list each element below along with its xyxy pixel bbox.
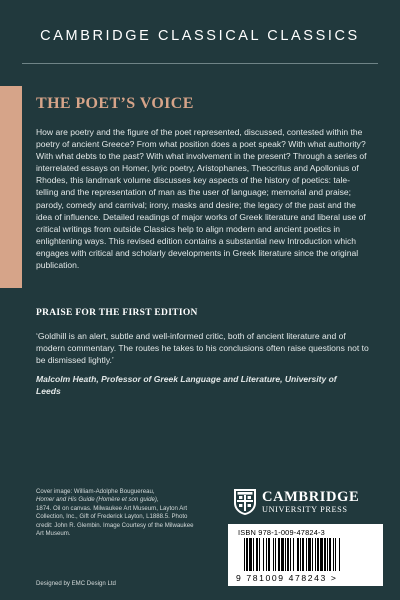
- barcode-digits: 9 781009 478243 >: [236, 573, 338, 583]
- barcode-bar: [293, 538, 294, 571]
- barcode-bar: [327, 538, 328, 571]
- review-attribution: Malcolm Heath, Professor of Greek Language and Literature, University of Leeds: [36, 374, 337, 397]
- barcode-bar: [253, 538, 254, 571]
- barcode-bar: [268, 538, 270, 571]
- series-title: CAMBRIDGE CLASSICAL CLASSICS: [40, 28, 360, 44]
- credit-line-1: Cover image: William-Adolphe Bouguereau,: [36, 488, 155, 495]
- cover-image-credit: [36, 488, 196, 538]
- barcode-bar: [317, 538, 319, 571]
- barcode-bar: [278, 538, 280, 571]
- barcode-bar: [290, 538, 291, 571]
- series-divider: [22, 63, 378, 64]
- publisher-logo: [233, 487, 381, 517]
- publisher-name: CAMBRIDGE: [262, 488, 360, 505]
- credit-line-2: 1874. Oil on canvas. Milwaukee Art Museum, Layton Art Collection, Inc., Gift of Frederick Layton, L1888.5. Photo credit: John R. Glembin. Image Courtesy of the Milwaukee Art Museum.: [36, 504, 194, 538]
- barcode-bar: [285, 538, 286, 571]
- barcode-bar: [306, 538, 307, 571]
- review-quote: ‘Goldhill is an alert, subtle and well-informed critic, both of ancient literature and of modern commentary. The routes he takes to his conclusions often raise questions not to be dismissed lightly.’: [36, 331, 369, 366]
- barcode-bar: [320, 538, 323, 571]
- artwork-title: Homer and His Guide (Homère et son guide),: [36, 496, 159, 504]
- barcode-bar: [312, 538, 313, 571]
- accent-bar: [0, 86, 22, 288]
- isbn-barcode: [228, 524, 383, 586]
- barcode-graphic: [232, 538, 379, 584]
- barcode-bar: [249, 538, 252, 571]
- barcode-bar: [333, 538, 334, 571]
- barcode-bar: [263, 538, 264, 571]
- isbn-number: ISBN 978-1-009-47824-3: [238, 528, 325, 537]
- praise-heading: PRAISE FOR THE FIRST EDITION: [36, 308, 198, 318]
- barcode-bar: [302, 538, 304, 571]
- barcode-bar: [315, 538, 316, 571]
- barcode-bar: [308, 538, 311, 571]
- barcode-bar: [244, 538, 245, 571]
- barcode-bar: [256, 538, 258, 571]
- barcode-bar: [266, 538, 267, 571]
- barcode-bar: [339, 538, 340, 571]
- barcode-bar: [281, 538, 284, 571]
- barcode-bar: [335, 538, 336, 571]
- university-shield-icon: [233, 488, 257, 516]
- book-title: THE POET’S VOICE: [36, 95, 194, 112]
- barcode-bar: [273, 538, 274, 571]
- barcode-bar: [275, 538, 276, 571]
- barcode-bar: [259, 538, 260, 571]
- book-description: How are poetry and the figure of the poet represented, discussed, contested within the poetry of ancient Greece? From what position does a poet speak? With what authority? With what debts to the past? With what involvement in the present? Through a series of interrelated essays on Homer, lyric poetry, Aristophanes, Theocritus and Apollonius of Rhodes, this landmark volume discusses key aspects of the history of poetics: tale-telling and the representation of man as the user of language; memorial and praise; parody, comedy and carnival; irony, masks and desire; the legacy of the past and the idea of influence. Detailed readings of major works of Greek literature and liberal use of critical writings from outside Classics help to align modern and ancient poetics in enlightening ways. This revised edition contains a substantial new Introduction which engages with critical and scholarly developments in Greek literature since the original publication.: [36, 127, 367, 271]
- publisher-subtitle: UNIVERSITY PRESS: [262, 504, 348, 514]
- barcode-bar: [324, 538, 326, 571]
- barcode-bar: [246, 538, 248, 571]
- barcode-bar: [287, 538, 289, 571]
- barcode-bar: [329, 538, 331, 571]
- barcode-bar: [300, 538, 301, 571]
- barcode-bar: [297, 538, 299, 571]
- designer-credit: Designed by EMC Design Ltd: [36, 580, 116, 587]
